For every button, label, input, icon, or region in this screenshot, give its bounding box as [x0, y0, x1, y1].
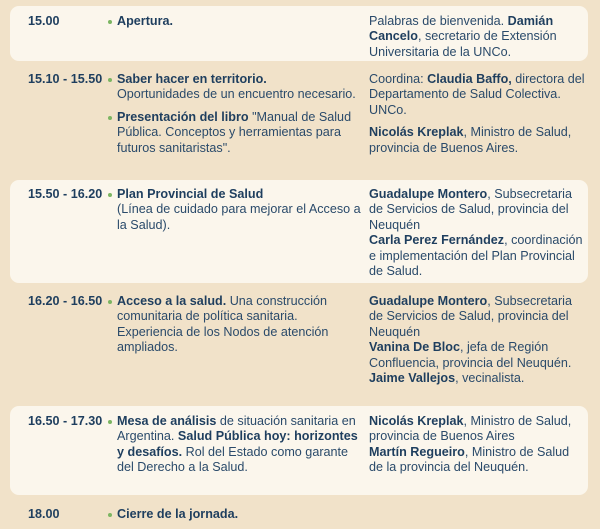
speaker-role: , Subsecretaria de Servicios de Salud, provincia del Neuquén — [369, 187, 572, 232]
activity-title: Cierre de la jornada. — [117, 507, 239, 521]
time-slot: 15.00 — [28, 14, 60, 28]
activity-description: Oportunidades de un encuentro necesario. — [117, 87, 356, 102]
time-slot: 15.10 - 15.50 — [28, 72, 103, 86]
activity-title: Salud Pública hoy: horizontes y desafíos. — [117, 429, 358, 459]
speaker-role: , vecinalista. — [455, 371, 525, 386]
speaker-name: Nicolás Kreplak — [369, 125, 464, 140]
activity-description: Rol del Estado como garante del Derecho a la Salud. — [117, 444, 349, 475]
activity — [117, 14, 362, 29]
activity-description: (Línea de cuidado para mejorar el Acceso a la Salud). — [117, 202, 361, 232]
schedule-row — [10, 287, 588, 402]
speaker-name: Guadalupe Montero — [369, 187, 488, 201]
time-slot: 16.20 - 16.50 — [28, 294, 103, 308]
speaker-role: , Subsecretaria de Servicios de Salud, provincia del Neuquén — [369, 294, 572, 339]
speaker-role: , Ministro de Salud de la provincia del Neuquén. — [369, 444, 570, 475]
speaker-name: Carla Perez Fernández — [369, 233, 505, 248]
speakers — [369, 294, 585, 386]
speakers — [369, 14, 585, 60]
activity-description: Una construcción comunitaria de política sanitaria. Experiencia de los Nodos de atención ampliados. — [117, 294, 329, 355]
speaker-name: Martín Regueiro — [369, 444, 465, 459]
activity-title: Apertura. — [117, 14, 173, 28]
speaker-name: Claudia Baffo, — [427, 72, 512, 86]
time-slot: 18.00 — [28, 507, 60, 521]
speakers — [369, 187, 585, 279]
activity-title: Presentación del libro — [117, 109, 249, 124]
speaker-role: , secretario de Extensión Universitaria de la UNCo. — [369, 29, 557, 59]
bullet-dot-icon — [108, 420, 112, 424]
speaker-role: , Ministro de Salud, provincia de Buenos Aires. — [369, 125, 572, 155]
bullet-dot-icon — [108, 116, 112, 120]
speaker-prefix: Coordina: — [369, 72, 428, 86]
speaker-name: Guadalupe Montero — [369, 294, 488, 308]
bullet-dot-icon — [108, 20, 112, 24]
activity-title: Plan Provincial de Salud — [117, 187, 264, 201]
schedule-row — [10, 66, 588, 176]
activity-title: Mesa de análisis — [117, 414, 217, 428]
activity — [117, 294, 362, 356]
speaker-role: directora del Departamento de Salud Colectiva. UNCo. — [369, 72, 585, 117]
activity — [117, 414, 362, 476]
speaker-role: , jefa de Región Confluencia, provincia del Neuquén. — [369, 340, 572, 370]
speaker-name: Vanina De Bloc — [369, 340, 460, 355]
speaker-name: Damián Cancelo — [369, 14, 554, 44]
speakers — [369, 72, 585, 156]
activity-title: Acceso a la salud. — [117, 294, 227, 308]
schedule-row — [10, 180, 588, 283]
activity-description: "Manual de Salud Pública. Conceptos y herramientas para futuros sanitaristas". — [117, 109, 352, 155]
activity — [117, 72, 362, 156]
bullet-dot-icon — [108, 513, 112, 517]
activity-description: de situación sanitaria en Argentina. — [117, 414, 356, 444]
speaker-name: Nicolás Kreplak — [369, 414, 464, 428]
speaker-name: Jaime Vallejos — [369, 371, 456, 386]
speakers — [369, 414, 585, 476]
activity — [117, 187, 362, 233]
schedule-row — [10, 500, 588, 529]
speaker-role: , coordinación e implementación del Plan Provincial de Salud. — [369, 233, 583, 279]
schedule-row — [10, 6, 588, 61]
speaker-role: , Ministro de Salud, provincia de Buenos Aires — [369, 414, 572, 444]
schedule-row — [10, 406, 588, 495]
bullet-dot-icon — [108, 300, 112, 304]
bullet-dot-icon — [108, 78, 112, 82]
time-slot: 15.50 - 16.20 — [28, 187, 103, 201]
bullet-dot-icon — [108, 193, 112, 197]
speaker-text: Palabras de bienvenida. — [369, 14, 505, 28]
activity-title: Saber hacer en territorio. — [117, 72, 267, 86]
time-slot: 16.50 - 17.30 — [28, 414, 103, 428]
activity — [117, 507, 362, 522]
